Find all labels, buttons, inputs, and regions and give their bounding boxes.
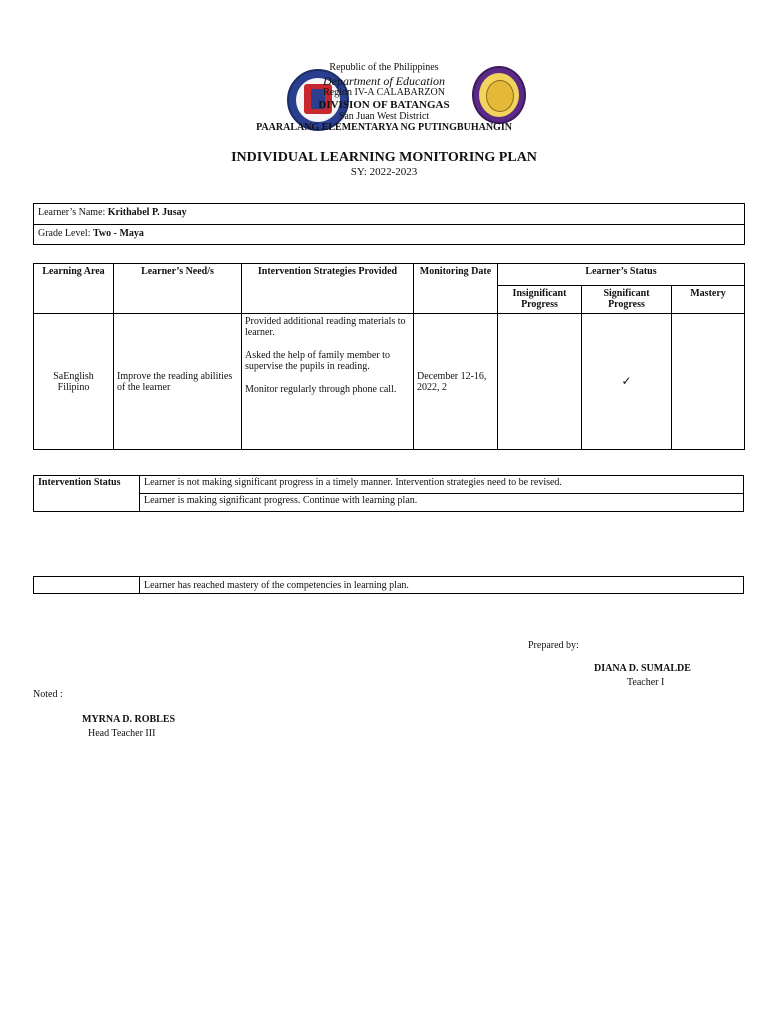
strategy-3: Monitor regularly through phone call. <box>245 384 397 395</box>
noted-label: Noted : <box>33 689 63 700</box>
learner-name-label: Learner’s Name: <box>38 207 106 218</box>
learning-area-cell <box>34 314 114 450</box>
document-title: INDIVIDUAL LEARNING MONITORING PLAN <box>231 150 537 165</box>
mastery-status-blank <box>34 577 140 594</box>
header-significant-progress: Significant Progress <box>582 286 672 314</box>
learning-area-2: Filipino <box>57 381 90 393</box>
monitoring-table <box>33 263 745 450</box>
learner-name: Krithabel P. Jusay <box>107 207 187 218</box>
strategy-2: Asked the help of family member to supervise the pupils in reading. <box>245 350 390 372</box>
learner-name-row <box>34 204 744 224</box>
learner-info-box <box>33 203 745 245</box>
prepared-by-label: Prepared by: <box>528 640 579 651</box>
learner-needs-cell: Improve the reading abilities of the learner <box>114 314 242 450</box>
mastery-cell <box>672 314 745 450</box>
header-republic: Republic of the Philippines <box>329 62 439 73</box>
mastery-status-table <box>33 576 744 594</box>
header-intervention-strategies: Intervention Strategies Provided <box>242 264 414 314</box>
header-insignificant-progress: Insignificant Progress <box>498 286 582 314</box>
grade-level: Two - Maya <box>92 228 144 239</box>
header-school: PAARALANG ELEMENTARYA NG PUTINGBUHANGIN <box>256 122 512 133</box>
header-monitoring-date: Monitoring Date <box>414 264 498 314</box>
grade-level-row <box>34 224 744 244</box>
header-department: Department of Education <box>323 74 445 88</box>
noter-name: MYRNA D. ROBLES <box>82 714 176 725</box>
strategy-1: Provided additional reading materials to learner. <box>245 316 406 338</box>
school-year: SY: 2022-2023 <box>350 166 418 178</box>
preparer-title: Teacher I <box>627 677 665 688</box>
insignificant-progress-cell <box>498 314 582 450</box>
header-learner-status: Learner’s Status <box>498 264 745 286</box>
header-learning-area: Learning Area <box>34 264 114 314</box>
intervention-status-3: Learner has reached mastery of the competencies in learning plan. <box>140 577 744 594</box>
intervention-status-1: Learner is not making significant progress in a timely manner. Intervention strategies need to be revised. <box>140 476 744 494</box>
intervention-status-label: Intervention Status <box>34 476 140 512</box>
preparer-name: DIANA D. SUMALDE <box>594 663 691 674</box>
intervention-status-2: Learner is making significant progress. Continue with learning plan. <box>140 494 744 512</box>
grade-level-label: Grade Level: <box>38 228 91 239</box>
header-district: San Juan West District <box>338 111 430 122</box>
significant-progress-check-icon: ✓ <box>582 314 672 450</box>
header-region: Region IV-A CALABARZON <box>323 87 445 98</box>
header-division: DIVISION OF BATANGAS <box>318 99 450 111</box>
header-mastery: Mastery <box>672 286 745 314</box>
intervention-status-table <box>33 475 744 512</box>
noter-title: Head Teacher III <box>88 728 156 739</box>
strategies-cell <box>242 314 414 450</box>
learning-area-1: SaEnglish <box>53 370 94 382</box>
monitoring-date-cell: December 12-16, 2022, 2 <box>414 314 498 450</box>
table-row <box>34 314 745 450</box>
header-learner-needs: Learner’s Need/s <box>114 264 242 314</box>
